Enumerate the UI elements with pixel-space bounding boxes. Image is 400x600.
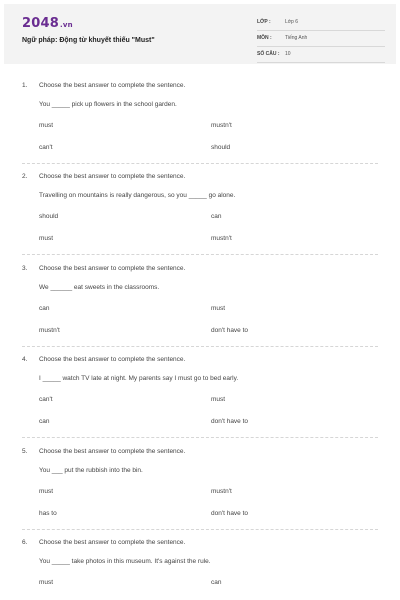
- meta-value-subject: Tiếng Anh: [285, 35, 308, 41]
- question-divider: [22, 529, 378, 530]
- answer-option-b[interactable]: mustn't: [211, 122, 232, 129]
- answer-option-c[interactable]: mustn't: [39, 327, 60, 334]
- question-instruction: Choose the best answer to complete the sentence.: [39, 173, 186, 180]
- answer-option-a[interactable]: must: [39, 579, 54, 586]
- answer-option-b[interactable]: mustn't: [211, 488, 232, 495]
- question-instruction: Choose the best answer to complete the sentence.: [39, 265, 186, 272]
- meta-row-class: [257, 16, 385, 31]
- answer-option-d[interactable]: don't have to: [211, 510, 249, 517]
- question-divider: [22, 437, 378, 438]
- answer-option-a[interactable]: can't: [39, 396, 53, 403]
- answer-option-a[interactable]: must: [39, 122, 54, 129]
- answer-option-c[interactable]: can: [39, 418, 50, 425]
- meta-value-class: Lớp 6: [285, 19, 299, 25]
- question-divider: [22, 163, 378, 164]
- answer-option-d[interactable]: don't have to: [211, 418, 249, 425]
- worksheet-header: [4, 4, 396, 64]
- answer-option-a[interactable]: should: [39, 213, 59, 220]
- question-number: 2.: [22, 173, 28, 180]
- question-divider: [22, 254, 378, 255]
- answer-option-d[interactable]: should: [211, 144, 231, 151]
- answer-option-b[interactable]: must: [211, 305, 226, 312]
- answer-option-a[interactable]: must: [39, 488, 54, 495]
- question-instruction: Choose the best answer to complete the sentence.: [39, 539, 186, 546]
- meta-value-count: 10: [285, 51, 291, 57]
- answer-option-c[interactable]: can't: [39, 144, 53, 151]
- meta-row-subject: [257, 32, 385, 47]
- question-divider: [22, 346, 378, 347]
- question-instruction: Choose the best answer to complete the sentence.: [39, 448, 186, 455]
- answer-option-b[interactable]: must: [211, 396, 226, 403]
- answer-option-d[interactable]: don't have to: [211, 327, 249, 334]
- question-number: 3.: [22, 265, 28, 272]
- answer-option-b[interactable]: can: [211, 213, 222, 220]
- question-instruction: Choose the best answer to complete the sentence.: [39, 82, 186, 89]
- meta-row-count: [257, 48, 385, 63]
- question-sentence: You ___ put the rubbish into the bin.: [39, 467, 143, 474]
- meta-label-subject: MÔN :: [257, 35, 272, 41]
- question-number: 1.: [22, 82, 28, 89]
- answer-option-d[interactable]: mustn't: [211, 235, 232, 242]
- question-sentence: You _____ pick up flowers in the school garden.: [39, 101, 177, 108]
- question-sentence: We ______ eat sweets in the classrooms.: [39, 284, 160, 291]
- answer-option-b[interactable]: can: [211, 579, 222, 586]
- question-instruction: Choose the best answer to complete the sentence.: [39, 356, 186, 363]
- meta-label-count: SỐ CÂU :: [257, 51, 280, 57]
- question-number: 6.: [22, 539, 28, 546]
- question-sentence: You _____ take photos in this museum. It's against the rule.: [39, 558, 211, 565]
- logo-domain-suffix: .vn: [59, 21, 73, 29]
- logo-text: 2048: [22, 16, 59, 31]
- question-sentence: I _____ watch TV late at night. My parents say I must go to bed early.: [39, 375, 239, 382]
- answer-option-a[interactable]: can: [39, 305, 50, 312]
- answer-option-c[interactable]: has to: [39, 510, 57, 517]
- site-logo[interactable]: [22, 16, 73, 31]
- meta-label-class: LỚP :: [257, 19, 271, 25]
- question-number: 4.: [22, 356, 28, 363]
- question-sentence: Travelling on mountains is really dangerous, so you _____ go alone.: [39, 192, 236, 199]
- question-number: 5.: [22, 448, 28, 455]
- worksheet-title: Ngữ pháp: Động từ khuyết thiếu "Must": [22, 37, 155, 44]
- answer-option-c[interactable]: must: [39, 235, 54, 242]
